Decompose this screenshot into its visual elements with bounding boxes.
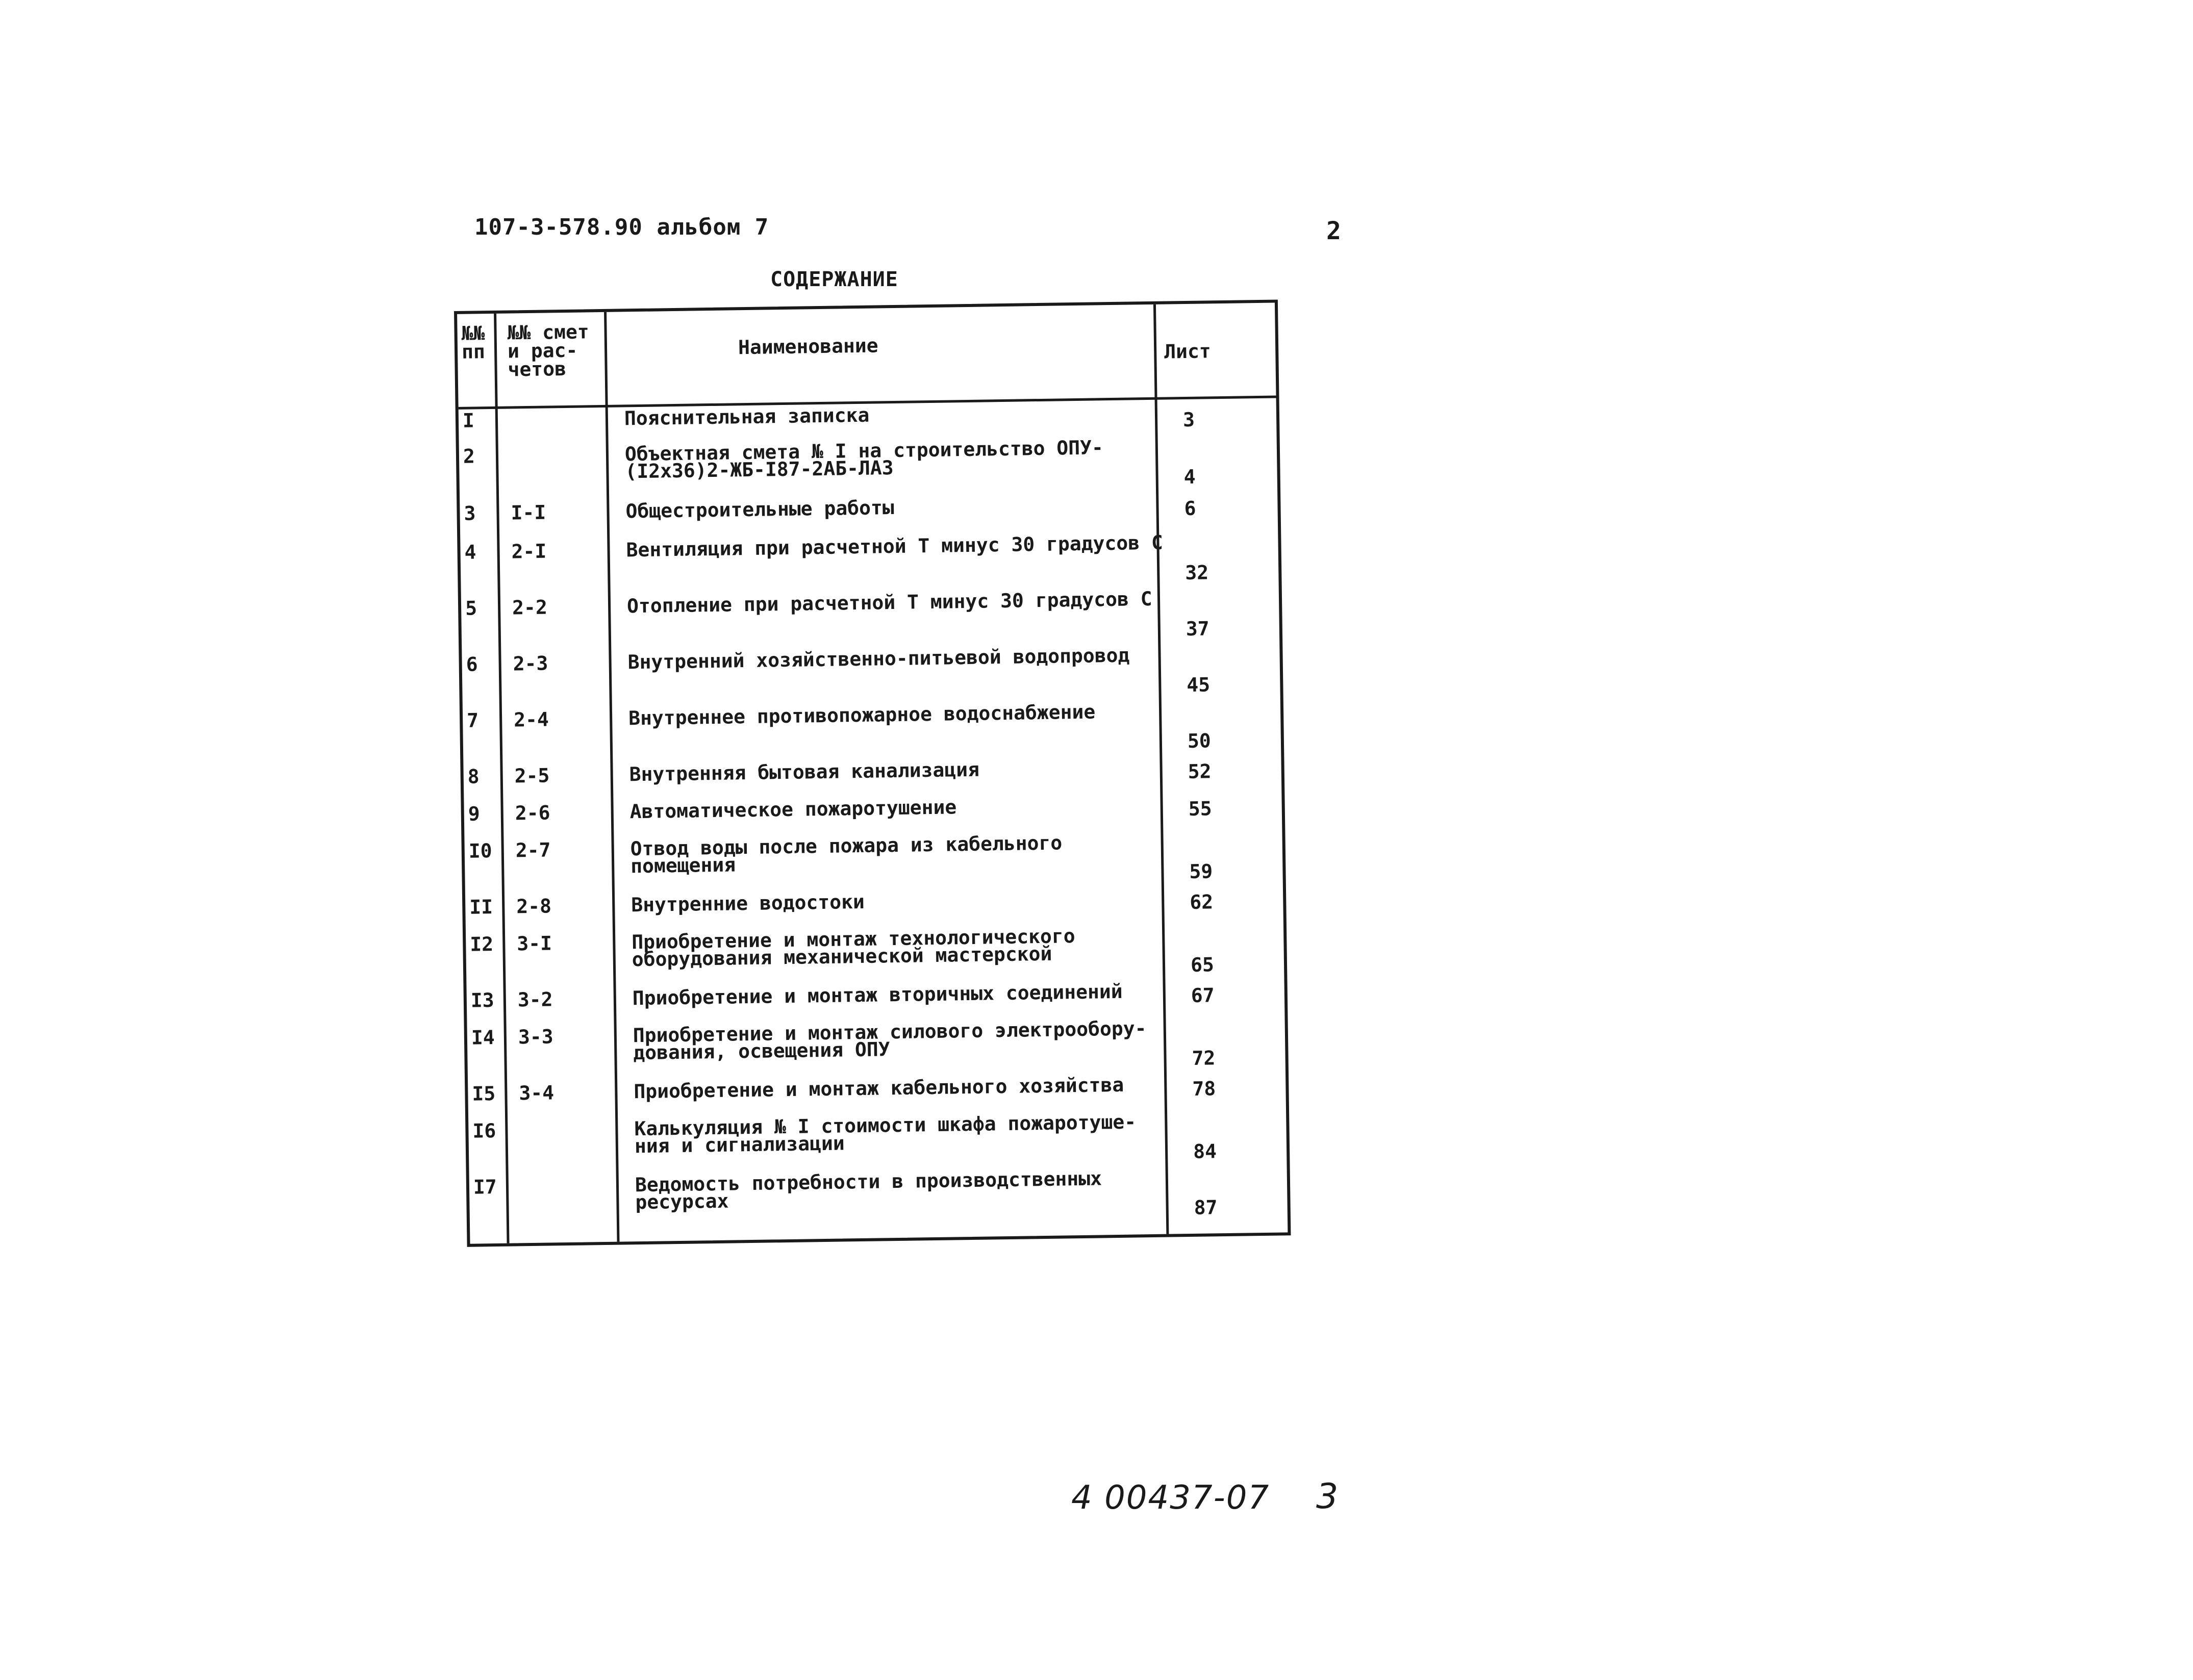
row-num: 2 — [463, 445, 475, 468]
row-estimate: 2-4 — [513, 708, 549, 731]
row-sheet: 72 — [1192, 1047, 1216, 1070]
row-sheet: 37 — [1186, 617, 1209, 641]
row-num: II — [469, 896, 493, 919]
table-row — [459, 436, 1277, 489]
row-name: Калькуляция № I стоимости шкафа пожаротуше- ния и сигнализации — [634, 1110, 1148, 1158]
row-sheet: 55 — [1188, 797, 1212, 820]
row-sheet: 4 — [1183, 465, 1196, 489]
row-sheet: 84 — [1193, 1140, 1217, 1163]
page-number: 2 — [1326, 217, 1341, 245]
row-name: Внутренние водостоки — [631, 890, 865, 917]
row-num: I3 — [470, 989, 494, 1012]
row-name: Отопление при расчетной Т минус 30 градусов С — [626, 587, 1152, 618]
row-estimate — [520, 1177, 612, 1178]
row-num: I6 — [472, 1119, 496, 1142]
table-row — [464, 756, 1281, 788]
row-estimate: 2-3 — [513, 652, 548, 675]
row-name: Автоматическое пожаротушение — [629, 796, 957, 823]
row-num: I — [462, 409, 475, 432]
row-name: Ведомость потребности в производственных ресурсах — [635, 1167, 1114, 1214]
row-num: I0 — [468, 839, 492, 862]
row-estimate: 3-3 — [518, 1025, 553, 1049]
row-sheet: 87 — [1194, 1196, 1218, 1219]
row-estimate: 2-5 — [514, 764, 550, 787]
handwritten-stamp-page: 3 — [1316, 1477, 1339, 1517]
row-name: Вентиляция при расчетной Т минус 30 градусов С — [626, 531, 1164, 562]
table-body — [459, 396, 1288, 1244]
table-row — [465, 831, 1282, 883]
row-sheet: 67 — [1191, 984, 1215, 1007]
row-num: I4 — [471, 1026, 495, 1049]
table-row — [461, 587, 1279, 641]
row-estimate: I-I — [511, 501, 546, 524]
row-name: Внутренний хозяйственно-питьевой водопровод — [627, 644, 1130, 674]
table-row — [460, 493, 1277, 525]
row-name: Отвод воды после пожара из кабельного помещения — [630, 831, 1074, 878]
row-estimate: 3-2 — [517, 988, 553, 1011]
row-name: Объектная смета № I на строительство ОПУ-(I2х36)2-ЖБ-I87-2АБ-ЛАЗ — [624, 436, 1104, 483]
row-sheet: 65 — [1190, 953, 1215, 976]
row-sheet: 59 — [1189, 860, 1213, 883]
row-sheet: 62 — [1190, 890, 1214, 913]
row-name: Приобретение и монтаж кабельного хозяйства — [634, 1073, 1124, 1103]
table-row — [468, 1110, 1286, 1163]
row-estimate: 2-I — [511, 540, 547, 563]
row-name: Приобретение и монтаж силового электрообору- дования, освещения ОПУ — [633, 1016, 1158, 1064]
row-num: I7 — [473, 1176, 497, 1199]
table-row — [467, 1016, 1285, 1070]
row-sheet: 6 — [1184, 497, 1196, 520]
table-row — [465, 887, 1283, 919]
table-row — [467, 980, 1284, 1012]
row-estimate: 2-7 — [515, 838, 551, 862]
contents-table — [454, 299, 1291, 1246]
row-sheet: 32 — [1184, 561, 1209, 584]
row-estimate: 2-8 — [516, 895, 552, 918]
row-num: 8 — [467, 765, 480, 788]
row-num: I5 — [472, 1082, 496, 1105]
row-estimate — [510, 410, 601, 412]
table-header — [457, 303, 1276, 410]
table-row — [468, 1073, 1285, 1105]
row-estimate: 3-4 — [519, 1081, 554, 1105]
row-num: 5 — [465, 597, 477, 620]
row-sheet: 50 — [1187, 729, 1211, 753]
table-row — [462, 644, 1279, 697]
row-estimate — [519, 1121, 611, 1122]
row-num: 3 — [464, 502, 476, 525]
table-row — [464, 794, 1282, 825]
row-estimate — [510, 446, 602, 447]
row-estimate: 3-I — [517, 932, 552, 955]
row-sheet: 52 — [1188, 760, 1212, 783]
row-sheet: 45 — [1187, 673, 1211, 697]
header-estimate: №№ смет и рас- четов — [507, 320, 590, 381]
row-num: 6 — [466, 653, 478, 676]
document-title: СОДЕРЖАНИЕ — [770, 268, 898, 291]
row-num: 9 — [468, 802, 480, 825]
header-num: №№ пп — [461, 322, 486, 363]
row-sheet: 3 — [1182, 408, 1195, 431]
row-estimate: 2-2 — [512, 596, 548, 619]
table-row — [460, 531, 1278, 584]
row-num: 7 — [466, 709, 479, 732]
row-num: I2 — [470, 933, 494, 956]
row-estimate: 2-6 — [515, 801, 550, 825]
table-row — [469, 1167, 1287, 1219]
table-row — [466, 924, 1283, 976]
document-code: 107-3-578.90 альбом 7 — [474, 214, 769, 240]
row-name: Внутренняя бытовая канализация — [629, 758, 980, 786]
header-name: Наименование — [738, 334, 878, 359]
row-name: Приобретение и монтаж вторичных соединений — [632, 980, 1123, 1010]
row-name: Внутреннее противопожарное водоснабжение — [628, 700, 1096, 730]
header-sheet: Лист — [1164, 340, 1212, 363]
table-row — [463, 700, 1280, 753]
row-sheet: 78 — [1192, 1077, 1216, 1100]
row-name: Приобретение и монтаж технологического оборудования механической мастерской — [632, 924, 1087, 971]
row-num: 4 — [464, 541, 476, 564]
row-name: Общестроительные работы — [625, 496, 894, 523]
row-name: Пояснительная записка — [624, 403, 870, 430]
handwritten-stamp-number: 4 00437-07 — [1071, 1479, 1270, 1517]
